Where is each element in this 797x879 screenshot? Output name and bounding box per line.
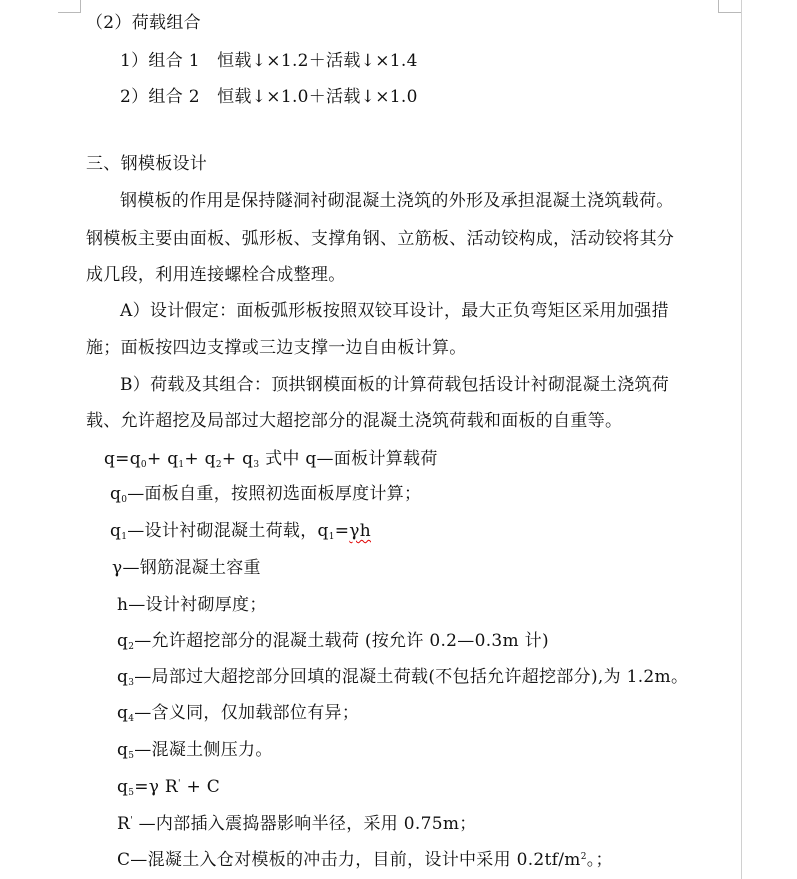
definition-c: C—混凝土入仓对模板的冲击力，目前，设计中采用 $0.2tf/m^2$。；: [117, 850, 613, 870]
paragraph-steel-formwork-line3: 成几段，利用连接螺栓合成整理。: [86, 265, 346, 285]
paragraph-design-assumption-line2: 施；面板按四边支撑或三边支撑一边自由板计算。: [86, 338, 467, 358]
definition-q4: $q_4—$含义同，仅加载部位有异；: [117, 703, 360, 724]
definition-q0: $q_0—$面板自重，按照初选面板厚度计算；: [110, 484, 422, 505]
paragraph-design-assumption-line1: A）设计假定：面板弧形板按照双铰耳设计，最大正负弯矩区采用加强措: [120, 301, 669, 321]
section3-heading: 三、钢模板设计: [86, 154, 208, 174]
paragraph-steel-formwork-line1: 钢模板的作用是保持隧洞衬砌混凝土浇筑的外形及承担混凝土浇筑载荷。: [120, 191, 674, 211]
load-combination-2: 2）组合 2 恒载↓×1.0＋活载↓×1.0: [120, 87, 418, 107]
page-margin-line: [741, 0, 742, 879]
definition-q2: $q_2—$允许超挖部分的混凝土载荷 (按允许 0.2—0.3m 计): [117, 631, 549, 652]
load-formula: $q=q_0+ q_1+ q_2+ q_3$ 式中 q—面板计算载荷: [104, 449, 438, 470]
definition-q3: $q_3—$局部过大超挖部分回填的混凝土荷载(不包括允许超挖部分),为 1.2m。: [117, 667, 689, 688]
definition-r: R' —内部插入震捣器影响半径，采用 0.75m；: [117, 814, 477, 834]
definition-gamma: γ—钢筋混凝土容重: [112, 558, 261, 578]
definition-h: h—设计衬砌厚度；: [117, 595, 267, 615]
paragraph-loads-line1: B）荷载及其组合：顶拱钢模面板的计算荷载包括设计衬砌混凝土浇筑荷: [120, 375, 670, 395]
section2-heading: （2）荷载组合: [86, 13, 201, 33]
formula-q5: $q_5=\gamma$ R' + C: [117, 777, 221, 798]
spellcheck-flag: γh: [349, 521, 371, 541]
paragraph-loads-line2: 载、允许超挖及局部过大超挖部分的混凝土浇筑荷载和面板的自重等。: [86, 411, 623, 431]
paragraph-steel-formwork-line2: 钢模板主要由面板、弧形板、支撑角钢、立筋板、活动铰构成，活动铰将其分: [86, 229, 675, 249]
definition-q5: $q_5—$混凝土侧压力。: [117, 740, 273, 761]
definition-q1: $q_1—$设计衬砌混凝土荷载，$q_1=\gamma h$: [110, 521, 371, 542]
page-corner-mark-left: [58, 0, 81, 13]
page-corner-mark-right: [718, 0, 741, 13]
load-combination-1: 1）组合 1 恒载↓×1.2＋活载↓×1.4: [120, 51, 418, 71]
